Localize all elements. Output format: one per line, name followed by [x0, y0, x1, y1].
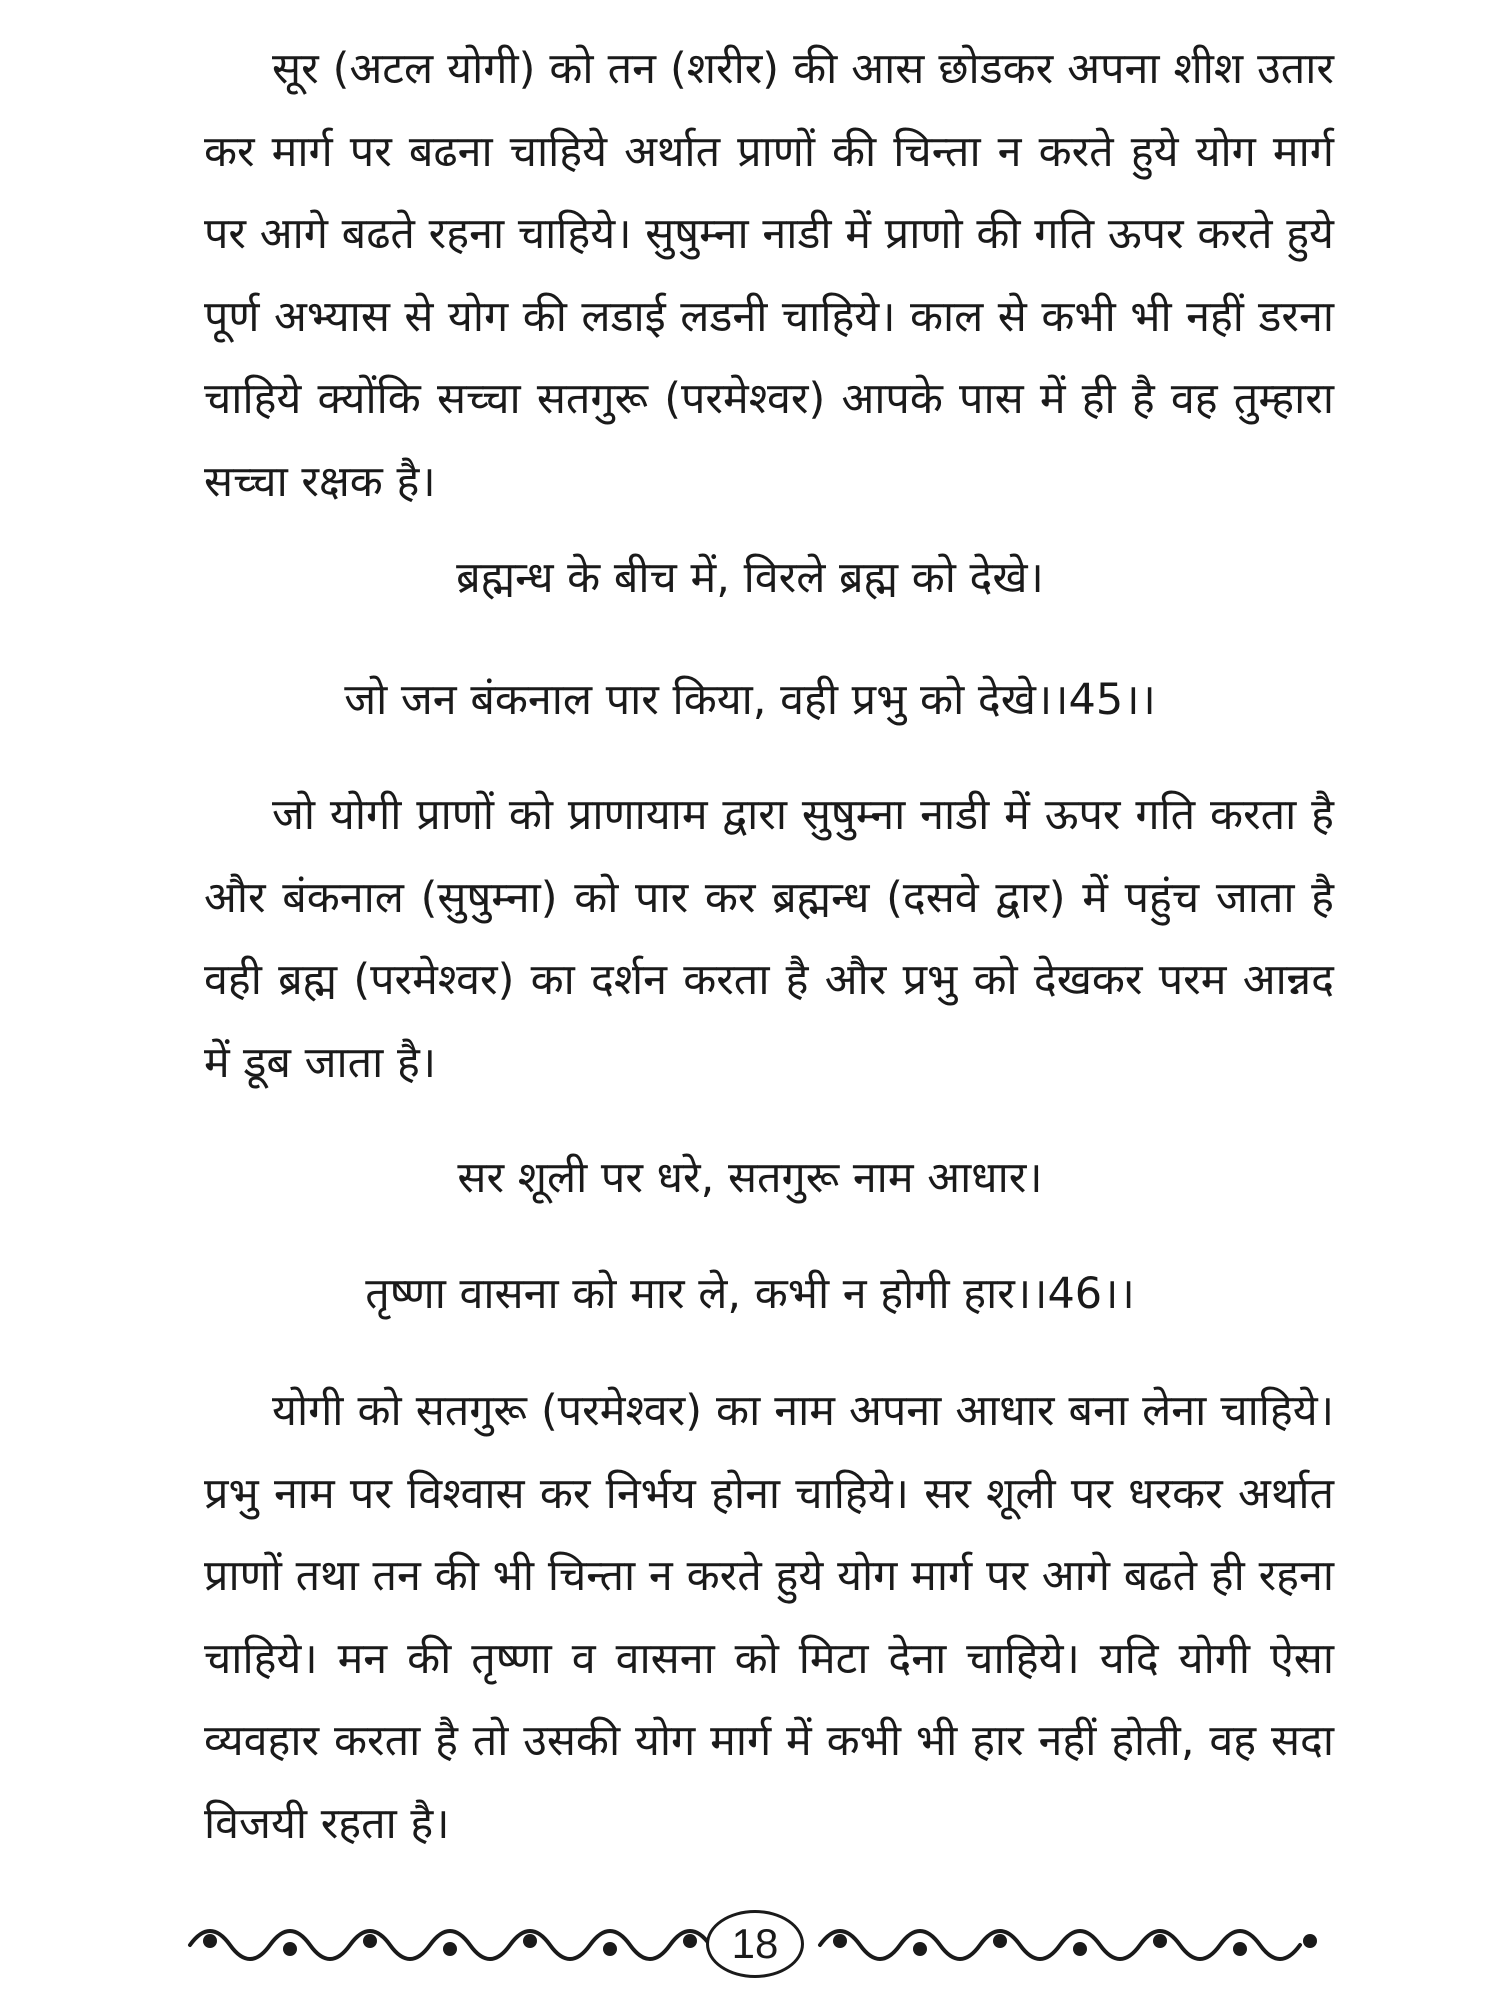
paragraph-1: सूर (अटल योगी) को तन (शरीर) की आस छोडकर अपना शीश उतार कर मार्ग पर बढना चाहिये अर्थात प्राणों की चिन्ता न करते हुये योग मार्ग पर आगे बढते रहना चाहिये। सुषुम्ना नाडी में प्राणो की गति ऊपर करते हुये पूर्ण अभ्यास से योग की लडाई लडनी चाहिये। काल से कभी भी नहीं डरना चाहिये क्योंकि सच्चा सतगुरू (परमेश्वर) आपके पास में ही है वह तुम्हारा सच्चा रक्षक है।	[204, 44, 1334, 507]
verse-46-line-2: तृष्णा वासना को मार ले, कभी न होगी हार।।46।।	[365, 1269, 1135, 1319]
verse-45-line-2: जो जन बंकनाल पार किया, वही प्रभु को देखे।।45।।	[344, 675, 1156, 725]
verse-45-line-1: ब्रह्मन्ध के बीच में, विरले ब्रह्म को देखे।	[456, 553, 1044, 603]
paragraph-2: जो योगी प्राणों को प्राणायाम द्वारा सुषुम्ना नाडी में ऊपर गति करता है और बंकनाल (सुषुम्ना) को पार कर ब्रह्मन्ध (दसवे द्वार) में पहुंच जाता है वही ब्रह्म (परमेश्वर) का दर्शन करता है और प्रभु को देखकर परम आन्नद में डूब जाता है।	[204, 790, 1334, 1088]
page-number: 18	[706, 1910, 804, 1978]
verse-46-line-1: सर शूली पर धरे, सतगुरू नाम आधार।	[457, 1153, 1043, 1203]
paragraph-3: योगी को सतगुरू (परमेश्वर) का नाम अपना आधार बना लेना चाहिये। प्रभु नाम पर विश्वास कर निर्भय होना चाहिये। सर शूली पर धरकर अर्थात प्राणों तथा तन की भी चिन्ता न करते हुये योग मार्ग पर आगे बढते ही रहना चाहिये। मन की तृष्णा व वासना को मिटा देना चाहिये। यदि योगी ऐसा व्यवहार करता है तो उसकी योग मार्ग में कभी भी हार नहीं होती, वह सदा विजयी रहता है।	[204, 1386, 1334, 1849]
